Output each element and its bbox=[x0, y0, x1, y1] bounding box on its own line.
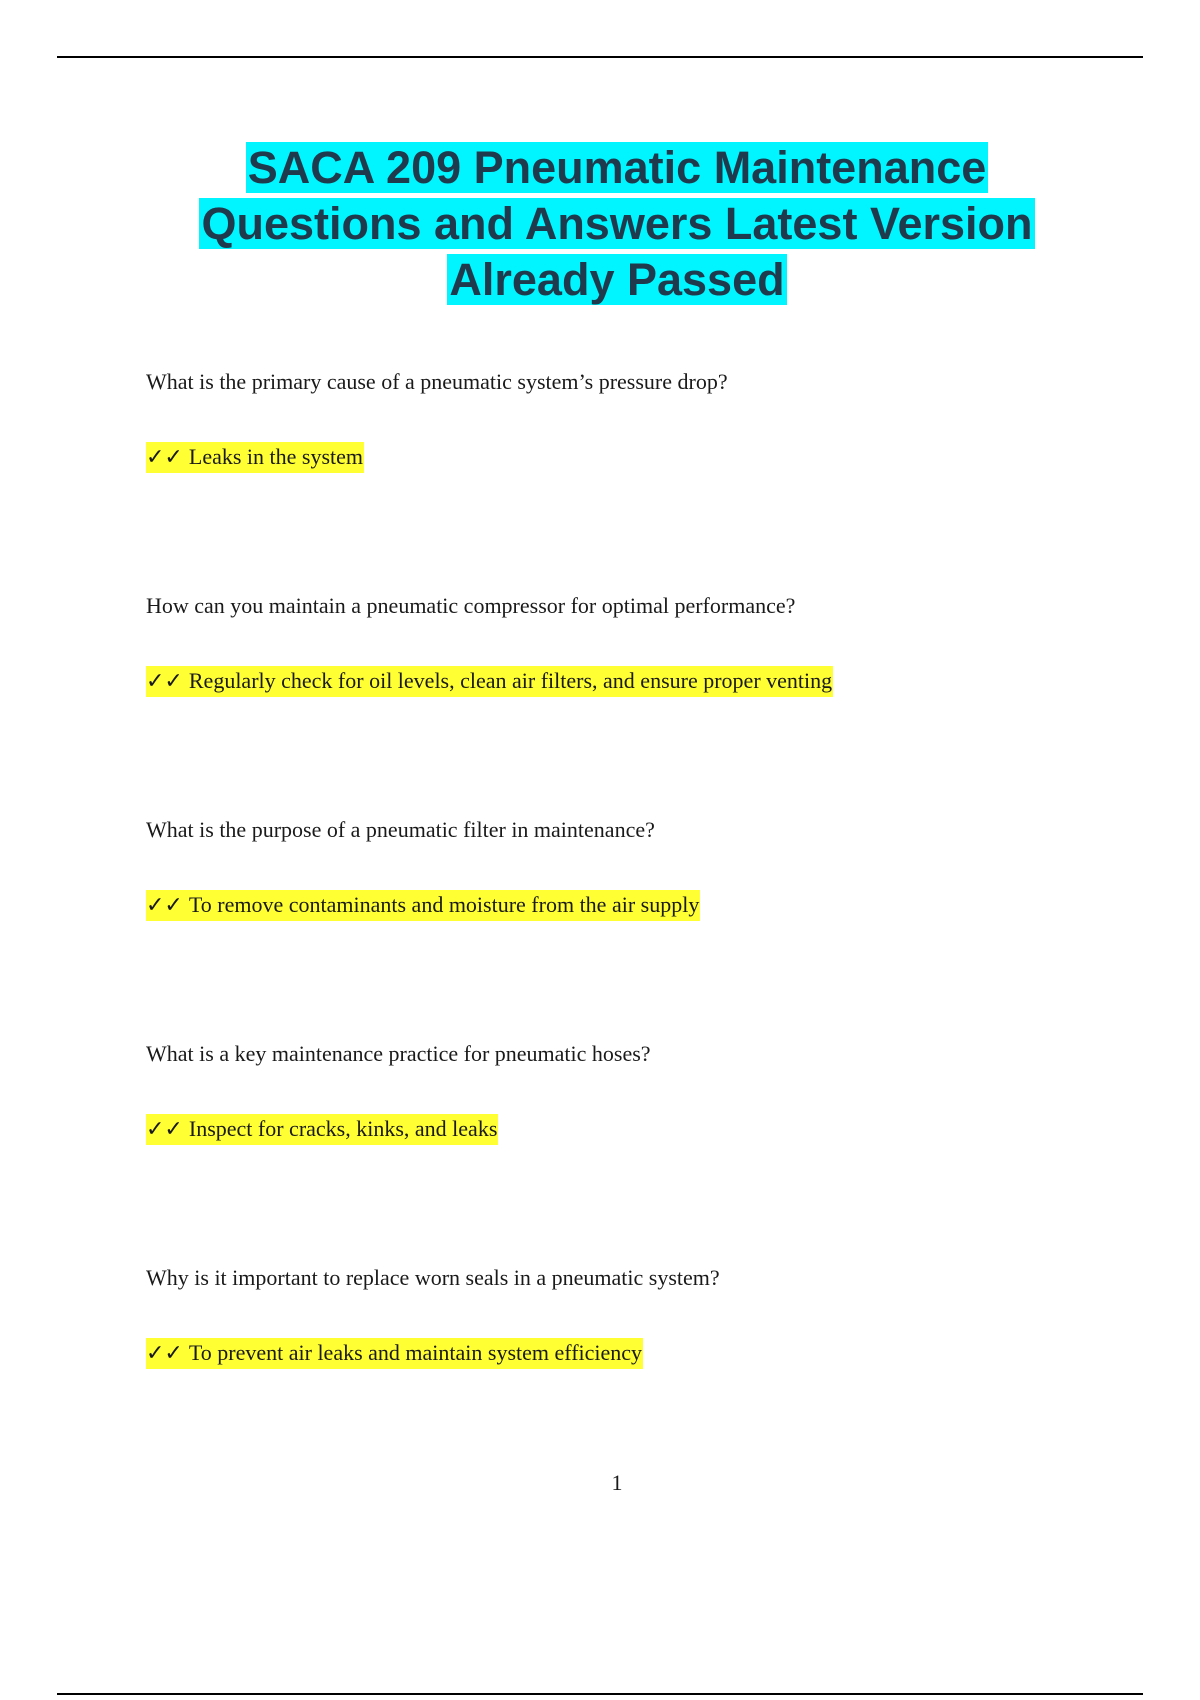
title-line-3: Already Passed bbox=[449, 254, 785, 305]
answer-1 bbox=[146, 442, 364, 473]
question-2: How can you maintain a pneumatic compressor for optimal performance? bbox=[146, 593, 796, 618]
document-title bbox=[0, 140, 1200, 308]
title-line-1: SACA 209 Pneumatic Maintenance bbox=[247, 142, 987, 193]
qa-item-1 bbox=[146, 368, 1146, 470]
answer-1-text: Leaks in the system bbox=[188, 444, 364, 469]
check-icon: ✓✓ bbox=[146, 1341, 183, 1366]
question-1: What is the primary cause of a pneumatic system’s pressure drop? bbox=[146, 369, 728, 394]
answer-5 bbox=[146, 1338, 643, 1369]
answer-2 bbox=[146, 666, 833, 697]
question-5: Why is it important to replace worn seals in a pneumatic system? bbox=[146, 1265, 720, 1290]
page-number: 1 bbox=[611, 1470, 623, 1495]
qa-item-4 bbox=[146, 1040, 1146, 1142]
top-rule bbox=[57, 56, 1143, 58]
check-icon: ✓✓ bbox=[146, 445, 183, 470]
check-icon: ✓✓ bbox=[146, 893, 183, 918]
bottom-rule bbox=[57, 1693, 1143, 1695]
title-line-2: Questions and Answers Latest Version bbox=[201, 198, 1033, 249]
answer-4-text: Inspect for cracks, kinks, and leaks bbox=[188, 1116, 498, 1141]
answer-2-text: Regularly check for oil levels, clean air filters, and ensure proper venting bbox=[188, 668, 833, 693]
qa-item-2 bbox=[146, 592, 1146, 694]
question-3: What is the purpose of a pneumatic filter in maintenance? bbox=[146, 817, 655, 842]
check-icon: ✓✓ bbox=[146, 669, 183, 694]
qa-item-5 bbox=[146, 1264, 1146, 1366]
qa-item-3 bbox=[146, 816, 1146, 918]
check-icon: ✓✓ bbox=[146, 1117, 183, 1142]
answer-3-text: To remove contaminants and moisture from the air supply bbox=[188, 892, 700, 917]
answer-5-text: To prevent air leaks and maintain system efficiency bbox=[188, 1340, 643, 1365]
answer-3 bbox=[146, 890, 700, 921]
question-4: What is a key maintenance practice for pneumatic hoses? bbox=[146, 1041, 651, 1066]
answer-4 bbox=[146, 1114, 498, 1145]
